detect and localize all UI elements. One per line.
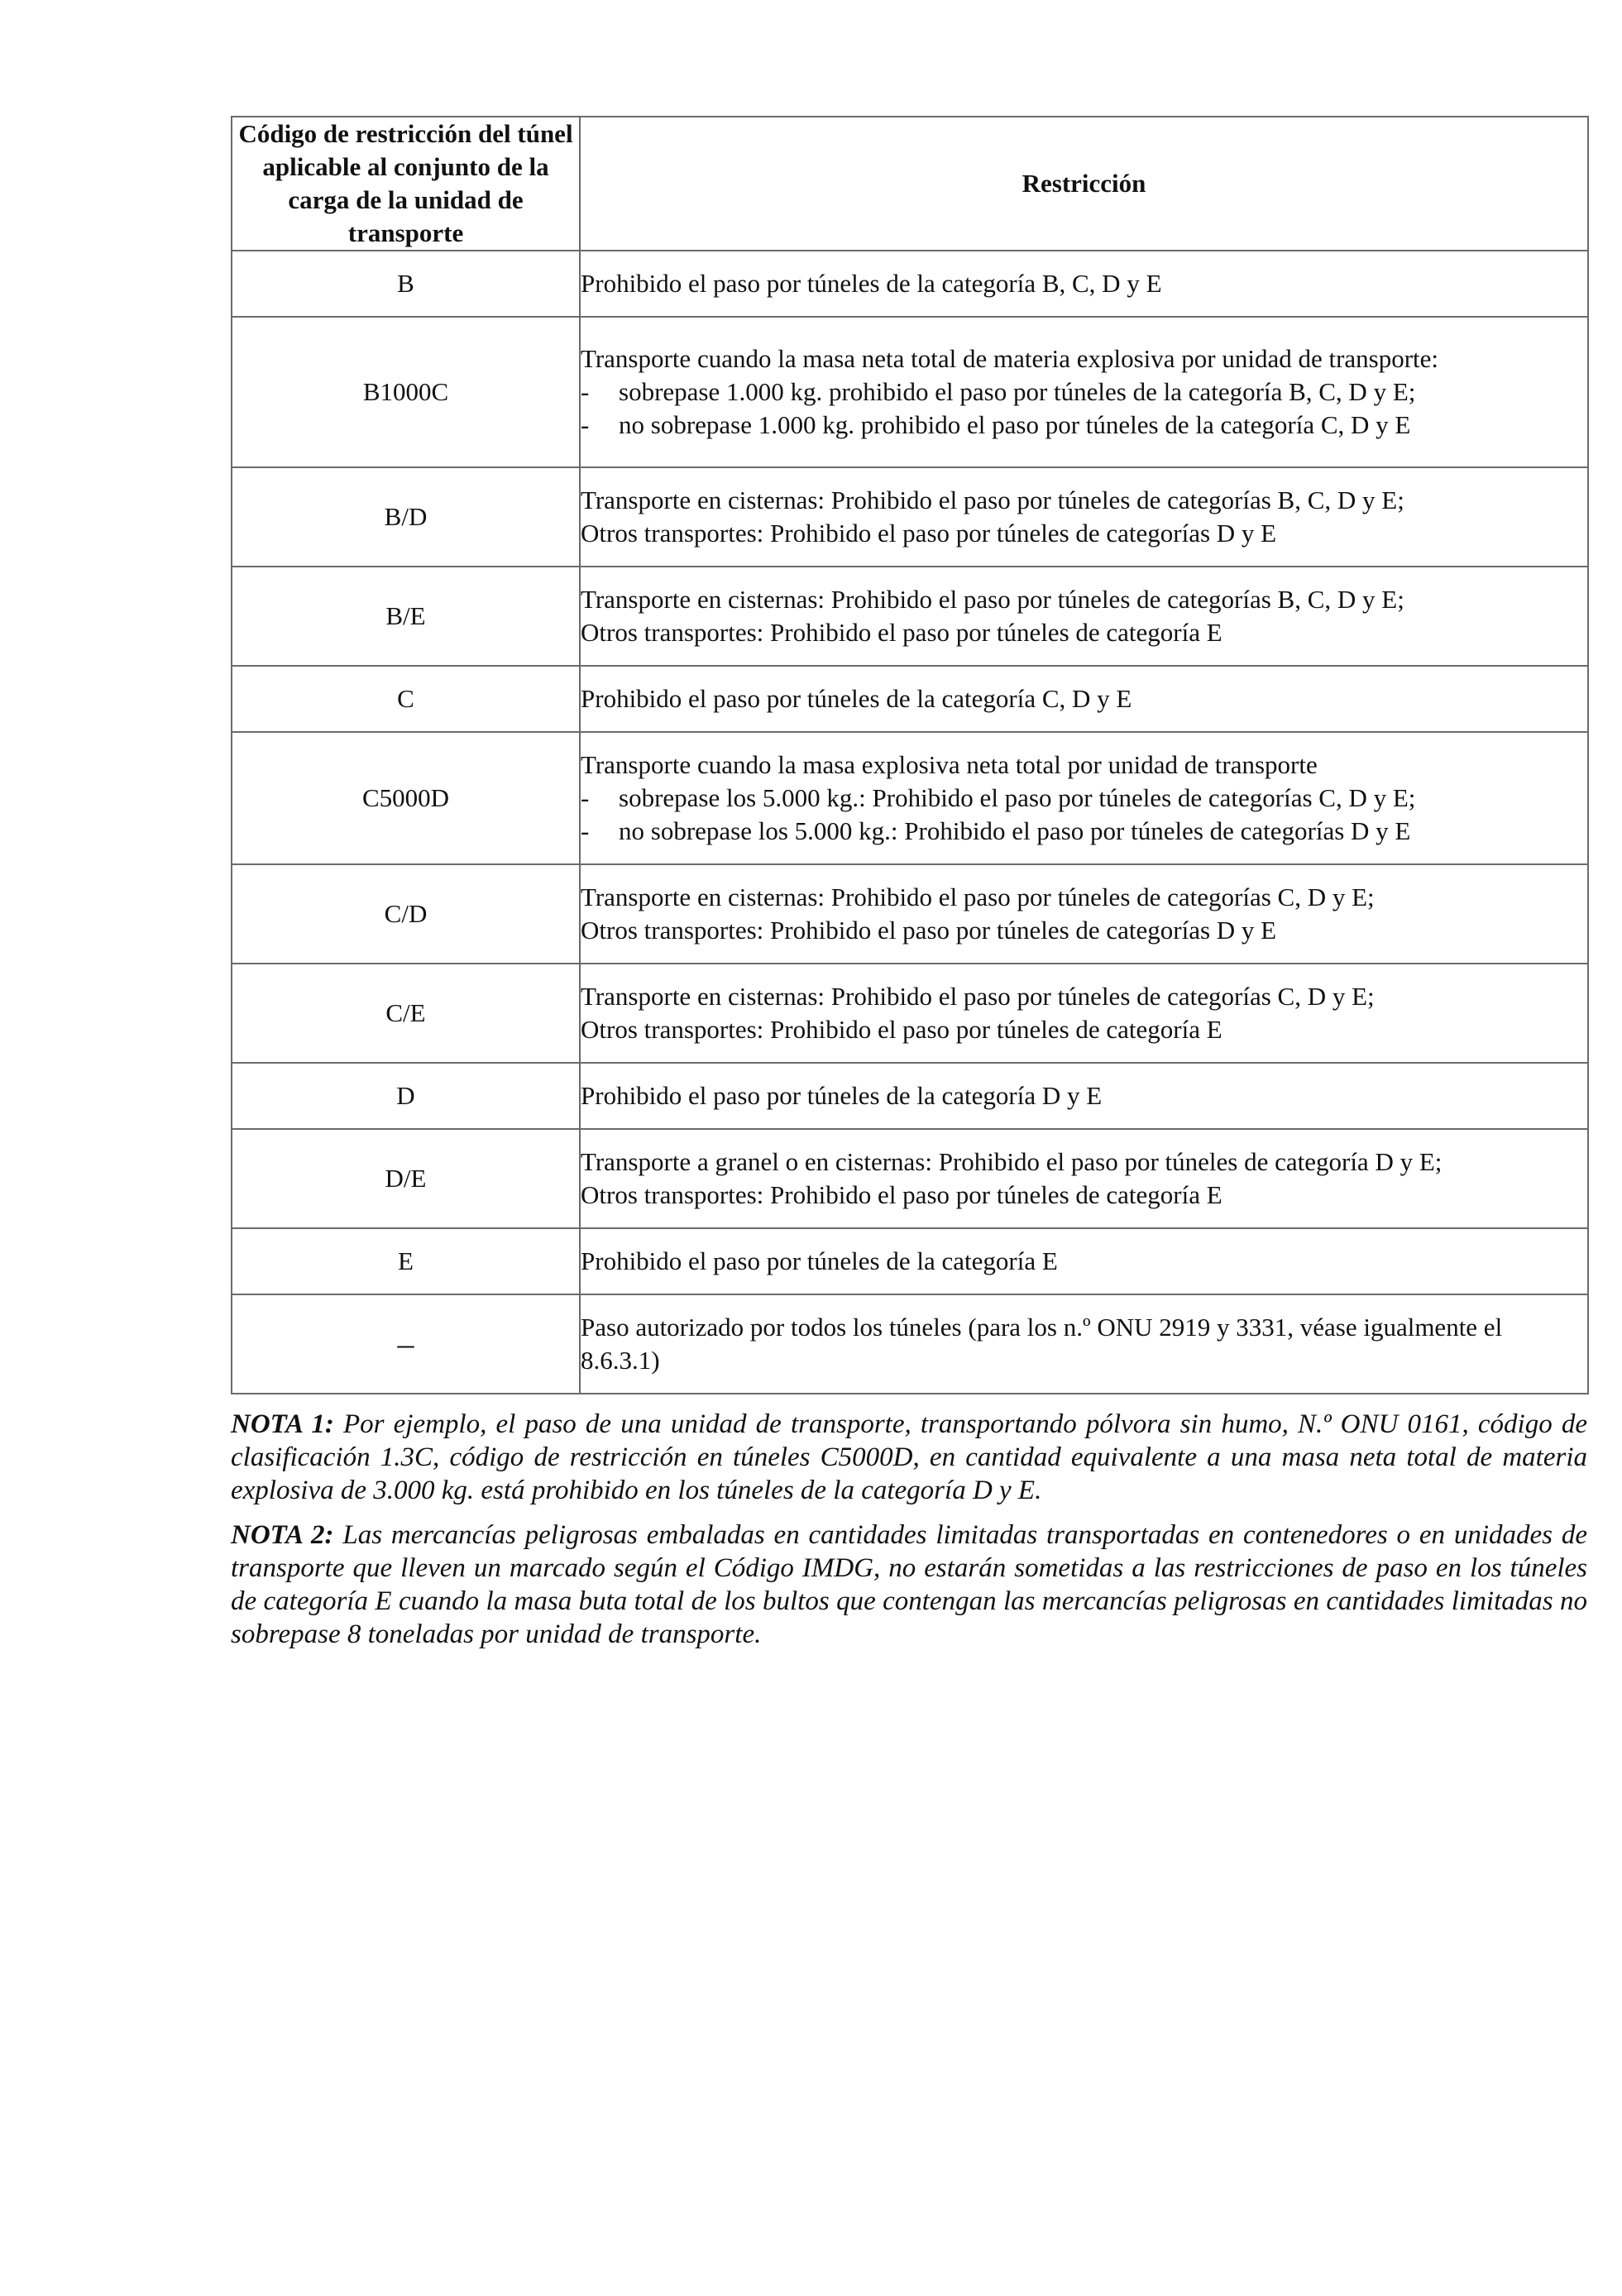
notes-section <box>231 1408 1587 1651</box>
row-code: B/D <box>232 467 580 567</box>
restriction-line: Otros transportes: Prohibido el paso por túneles de categorías D y E <box>581 916 1277 945</box>
row-restriction <box>580 1063 1588 1129</box>
dash-marker: - <box>581 377 590 406</box>
restriction-intro: Transporte cuando la masa explosiva neta total por unidad de transporte <box>581 750 1318 779</box>
row-restriction <box>580 964 1588 1063</box>
table-header-row <box>232 117 1588 251</box>
bullet-text: sobrepase los 5.000 kg.: Prohibido el paso por túneles de categorías C, D y E; <box>619 783 1416 812</box>
table-row <box>232 1228 1588 1294</box>
table-row <box>232 251 1588 317</box>
note-label: NOTA 2: <box>231 1520 334 1550</box>
table-row <box>232 1063 1588 1129</box>
tunnel-restriction-table <box>231 116 1589 1394</box>
note-text: Las mercancías peligrosas embaladas en cantidades limitadas transportadas en contenedores o en unidades de transporte que lleven un marcado según el Código IMDG, no estarán sometidas a las restricciones de paso en los túneles de categoría E cuando la masa buta total de los bultos que contengan las mercancías peligrosas en cantidades limitadas no sobrepase 8 toneladas por unidad de transporte. <box>231 1520 1587 1649</box>
row-code: C/E <box>232 964 580 1063</box>
row-restriction <box>580 317 1588 467</box>
header-code-column: Código de restricción del túnel aplicable al conjunto de la carga de la unidad de transporte <box>232 117 580 251</box>
dash-marker: - <box>581 783 590 812</box>
table-row <box>232 732 1588 864</box>
row-restriction <box>580 1129 1588 1228</box>
header-restriction-column: Restricción <box>580 117 1588 251</box>
restriction-bullet <box>581 815 1587 848</box>
table-row <box>232 964 1588 1063</box>
restriction-intro: Transporte cuando la masa neta total de materia explosiva por unidad de transporte: <box>581 344 1439 373</box>
table-row <box>232 666 1588 732</box>
row-code: C/D <box>232 864 580 964</box>
note-text: Por ejemplo, el paso de una unidad de transporte, transportando pólvora sin humo, N.º ONU 0161, código de clasificación 1.3C, código de restricción en túneles C5000D, en cantidad equivalente a una masa neta total de materia explosiva de 3.000 kg. está prohibido en los túneles de la categoría D y E. <box>231 1409 1588 1505</box>
note-1 <box>231 1408 1587 1507</box>
restriction-line: Transporte en cisternas: Prohibido el paso por túneles de categorías C, D y E; <box>581 883 1375 911</box>
row-restriction <box>580 1228 1588 1294</box>
table-row <box>232 467 1588 567</box>
row-code: D <box>232 1063 580 1129</box>
table-row <box>232 864 1588 964</box>
row-restriction <box>580 732 1588 864</box>
row-restriction <box>580 864 1588 964</box>
row-code: D/E <box>232 1129 580 1228</box>
restriction-line: Transporte en cisternas: Prohibido el paso por túneles de categorías C, D y E; <box>581 982 1375 1011</box>
restriction-line: Otros transportes: Prohibido el paso por túneles de categoría E <box>581 1015 1222 1044</box>
restriction-line: Transporte en cisternas: Prohibido el paso por túneles de categorías B, C, D y E; <box>581 585 1404 614</box>
restriction-line: Prohibido el paso por túneles de la categoría E <box>581 1246 1058 1275</box>
restriction-bullet <box>581 375 1587 409</box>
bullet-text: sobrepase 1.000 kg. prohibido el paso por túneles de la categoría B, C, D y E; <box>619 377 1416 406</box>
bullet-text: no sobrepase los 5.000 kg.: Prohibido el paso por túneles de categorías D y E <box>619 816 1411 845</box>
row-code: – <box>232 1294 580 1394</box>
table-row <box>232 317 1588 467</box>
row-restriction <box>580 666 1588 732</box>
restriction-text: Paso autorizado por todos los túneles (para los n.º ONU 2919 y 3331, véase igualmente el 8.6.3.1) <box>581 1313 1503 1375</box>
row-code: C <box>232 666 580 732</box>
document-page <box>231 116 1587 1662</box>
row-restriction <box>580 251 1588 317</box>
restriction-line: Prohibido el paso por túneles de la categoría D y E <box>581 1081 1103 1110</box>
restriction-line: Prohibido el paso por túneles de la categoría C, D y E <box>581 684 1132 713</box>
row-code: E <box>232 1228 580 1294</box>
restriction-line: Otros transportes: Prohibido el paso por túneles de categoría E <box>581 1180 1222 1209</box>
bullet-text: no sobrepase 1.000 kg. prohibido el paso por túneles de la categoría C, D y E <box>619 410 1411 439</box>
row-code: C5000D <box>232 732 580 864</box>
row-restriction <box>580 567 1588 666</box>
row-restriction <box>580 467 1588 567</box>
restriction-line: Prohibido el paso por túneles de la categoría B, C, D y E <box>581 269 1162 298</box>
restriction-line: Transporte en cisternas: Prohibido el paso por túneles de categorías B, C, D y E; <box>581 486 1404 514</box>
restriction-bullet <box>581 782 1587 815</box>
note-label: NOTA 1: <box>231 1409 334 1439</box>
restriction-line: Transporte a granel o en cisternas: Prohibido el paso por túneles de categoría D y E; <box>581 1147 1443 1176</box>
row-code: B1000C <box>232 317 580 467</box>
note-2 <box>231 1519 1587 1651</box>
dash-marker: - <box>581 410 590 439</box>
row-restriction <box>580 1294 1588 1394</box>
table-row <box>232 567 1588 666</box>
restriction-line: Otros transportes: Prohibido el paso por túneles de categoría E <box>581 618 1222 647</box>
table-row <box>232 1129 1588 1228</box>
row-code: B/E <box>232 567 580 666</box>
restriction-bullet <box>581 409 1587 442</box>
restriction-line: Otros transportes: Prohibido el paso por túneles de categorías D y E <box>581 519 1277 548</box>
table-row <box>232 1294 1588 1394</box>
row-code: B <box>232 251 580 317</box>
dash-marker: - <box>581 816 590 845</box>
